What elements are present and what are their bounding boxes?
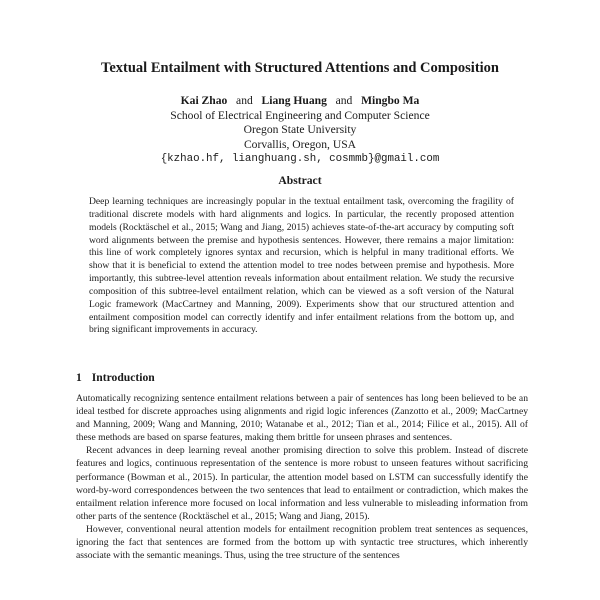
- author-separator: and: [335, 94, 353, 107]
- author-block: [0, 94, 600, 167]
- author-name: Liang Huang: [261, 94, 327, 107]
- affiliation-university: Oregon State University: [243, 123, 357, 136]
- affiliation-location: Corvallis, Oregon, USA: [243, 137, 357, 151]
- paragraph: Automatically recognizing sentence entailment relations between a pair of sentences has long been believed to be an ideal testbed for discrete approaches using alignments and rigid logic inferences (Zanzotto et al., 2009; MacCartney and Manning, 2009; Wang and Manning, 2010; Watanabe et al., 2012; Tian et al., 2014; Filice et al., 2015). All of these methods are based on sparse features, making them brittle for unseen phrases and sentences.: [76, 393, 528, 444]
- author-name: Kai Zhao: [180, 94, 228, 107]
- paragraph: However, conventional neural attention models for entailment recognition problem treat sentences as sequences, ignoring the fact that sentences are formed from the bottom up with syntactic tree structures, which inherently associate with the semantic meanings. Thus, using the tree structure of the sentences: [76, 523, 528, 562]
- introduction-body: [76, 392, 528, 562]
- paper-title: Textual Entailment with Structured Attentions and Composition: [101, 60, 499, 76]
- section-heading-introduction: [76, 371, 155, 384]
- author-name: Mingbo Ma: [361, 94, 420, 107]
- paragraph: Recent advances in deep learning reveal another promising direction to solve this problem. Instead of discrete features and logics, continuous representation of the sentence is more robust to unseen features without sacrificing performance (Bowman et al., 2015). In particular, the attention model based on LSTM can successfully identify the word-by-word correspondences between the two sentences that lead to entailment or contradiction, which makes the entailment relation inference more focused on local information and less vulnerable to misleading information from other parts of the sentence (Rocktäschel et al., 2015; Wang and Jiang, 2015).: [76, 445, 528, 522]
- abstract-text: Deep learning techniques are increasingly popular in the textual entailment task, overcoming the fragility of traditional discrete models with hard alignments and logics. In particular, the recently proposed attention models (Rocktäschel et al., 2015; Wang and Jiang, 2015) achieves state-of-the-art accuracy by computing soft word alignments between the premise and hypothesis sentences. However, there remains a major limitation: this line of work completely ignores syntax and recursion, which is helpful in many traditional efforts. We show that it is beneficial to extend the attention model to tree nodes between premise and hypothesis. More importantly, this subtree-level attention reveals information about entailment relation. We study the recursive composition of this subtree-level entailment relation, which can be viewed as a soft version of the Natural Logic framework (MacCartney and Manning, 2009). Experiments show that our structured attention and entailment composition model can correctly identify and infer entailment relations from the bottom up, and bring significant improvements in accuracy.: [89, 196, 514, 336]
- section-number: 1: [76, 371, 82, 384]
- author-emails: {kzhao.hf, lianghuang.sh, cosmmb}@gmail.com: [160, 153, 440, 165]
- section-title-text: Introduction: [91, 371, 155, 384]
- author-separator: and: [236, 94, 253, 107]
- author-names: [0, 94, 600, 109]
- abstract-heading: Abstract: [278, 174, 322, 187]
- affiliation-school: School of Electrical Engineering and Computer Science: [170, 108, 430, 122]
